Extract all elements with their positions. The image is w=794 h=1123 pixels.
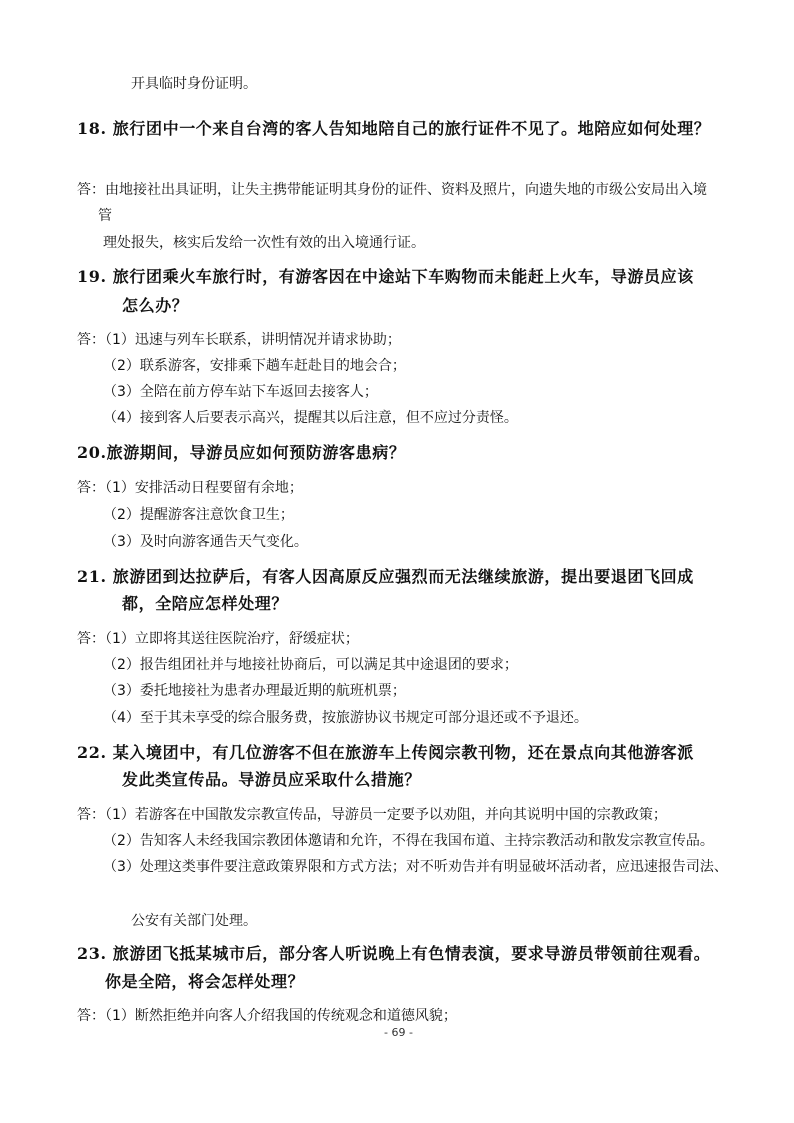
answer-18-line-2: 管 [98, 208, 112, 224]
continuation-text: 开具临时身份证明。 [131, 76, 257, 92]
question-19-line-2: 怎么办？ [122, 296, 189, 315]
answer-22-item-2: （2）告知客人未经我国宗教团体邀请和允许，不得在我国布道、主持宗教活动和散发宗教宣传品。 [103, 833, 714, 849]
question-22-line-2: 发此类宣传品。导游员应采取什么措施？ [122, 770, 421, 789]
question-19-line-1: 19. 旅行团乘火车旅行时，有游客因在中途站下车购物而未能赶上火车，导游员应该 [77, 267, 694, 286]
answer-21-item-4: （4）至于其未享受的综合服务费，按旅游协议书规定可部分退还或不予退还。 [103, 710, 588, 726]
question-22-line-1: 22. 某入境团中，有几位游客不但在旅游车上传阅宗教刊物，还在景点向其他游客派 [77, 743, 694, 762]
answer-19-item-2: （2）联系游客，安排乘下趟车赶赴目的地会合； [103, 358, 406, 374]
answer-21-item-2: （2）报告组团社并与地接社协商后，可以满足其中途退团的要求； [103, 657, 518, 673]
answer-22-item-3-continued: 公安有关部门处理。 [131, 913, 257, 929]
answer-20-item-2: （2）提醒游客注意饮食卫生； [103, 507, 294, 523]
question-18: 18. 旅行团中一个来自台湾的客人告知地陪自己的旅行证件不见了。地陪应如何处理？ [77, 119, 711, 138]
question-23-line-1: 23. 旅游团飞抵某城市后，部分客人听说晚上有色情表演，要求导游员带领前往观看。 [77, 944, 711, 963]
answer-19-item-3: （3）全陪在前方停车站下车返回去接客人； [103, 384, 378, 400]
question-20: 20.旅游期间，导游员应如何预防游客患病？ [77, 443, 406, 462]
answer-18-line-1: 答：由地接社出具证明，让失主携带能证明其身份的证件、资料及照片，向遗失地的市级公安局出入境 [77, 182, 707, 198]
page-number: - 69 - [384, 1026, 413, 1039]
answer-21-item-3: （3）委托地接社为患者办理最近期的航班机票； [103, 683, 406, 699]
question-21-line-2: 都，全陪应怎样处理？ [122, 594, 289, 613]
answer-20-item-3: （3）及时向游客通告天气变化。 [103, 534, 308, 550]
answer-21-item-1: 答：（1）立即将其送往医院治疗，舒缓症状； [77, 631, 359, 647]
answer-20-item-1: 答：（1）安排活动日程要留有余地； [77, 480, 303, 496]
question-21-line-1: 21. 旅游团到达拉萨后，有客人因高原反应强烈而无法继续旅游，提出要退团飞回成 [77, 567, 694, 586]
answer-22-item-3: （3）处理这类事件要注意政策界限和方式方法；对不听劝告并有明显破坏活动者，应迅速报告司法、 [103, 859, 728, 875]
answer-19-item-4: （4）接到客人后要表示高兴，提醒其以后注意，但不应过分责怪。 [103, 410, 518, 426]
answer-19-item-1: 答：（1）迅速与列车长联系，讲明情况并请求协助； [77, 332, 401, 348]
answer-23-item-1: 答：（1）断然拒绝并向客人介绍我国的传统观念和道德风貌； [77, 1008, 457, 1024]
question-23-line-2: 你是全陪，将会怎样处理？ [105, 972, 305, 991]
answer-18-line-3: 理处报失，核实后发给一次性有效的出入境通行证。 [103, 235, 425, 251]
answer-22-item-1: 答：（1）若游客在中国散发宗教宣传品，导游员一定要予以劝阻，并向其说明中国的宗教政策； [77, 807, 667, 823]
